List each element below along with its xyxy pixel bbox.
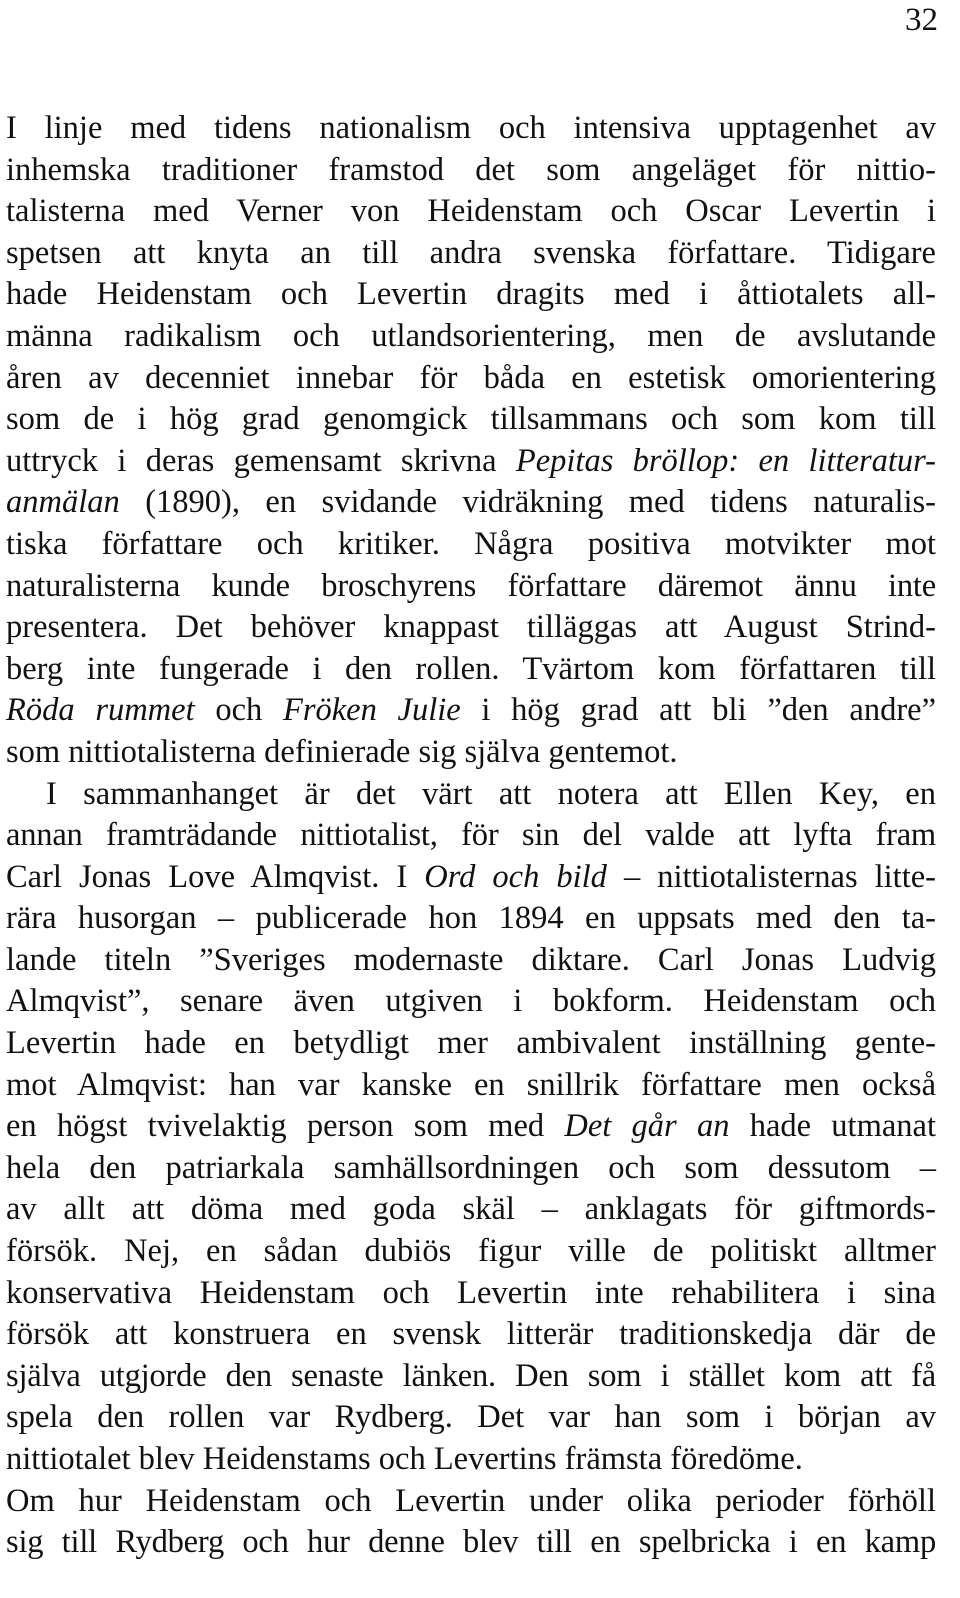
- text-line: Carl Jonas Love Almqvist. I Ord och bild – nittiotalisternas litte-: [6, 858, 936, 895]
- text-line: själva utgjorde den senaste länken. Den som i stället kom att få: [6, 1357, 936, 1394]
- page-body: [6, 108, 936, 1564]
- text-line: annan framträdande nittiotalist, för sin del valde att lyfta fram: [6, 817, 936, 854]
- text-line: hade Heidenstam och Levertin dragits med i åttiotalets all-: [6, 276, 936, 313]
- text-line: I linje med tidens nationalism och intensiva upptagenhet av: [6, 110, 936, 146]
- text-line: sig till Rydberg och hur denne blev till en spelbricka i en kamp: [6, 1524, 936, 1561]
- text-line: Om hur Heidenstam och Levertin under olika perioder förhöll: [6, 1482, 936, 1519]
- paragraph: [6, 108, 936, 774]
- text-line: anmälan (1890), en svidande vidräkning med tidens naturalis-: [6, 484, 936, 521]
- text-line: naturalisterna kunde broschyrens författare däremot ännu inte: [6, 567, 936, 604]
- text-line: tiska författare och kritiker. Några positiva motvikter mot: [6, 525, 936, 562]
- text-line: presentera. Det behöver knappast tilläggas att August Strind-: [6, 609, 936, 646]
- book-title: anmälan: [6, 484, 120, 521]
- text-line: försök. Nej, en sådan dubiös figur ville de politiskt alltmer: [6, 1233, 936, 1270]
- text-line: inhemska traditioner framstod det som angeläget för nittio-: [6, 151, 936, 188]
- text-line: konservativa Heidenstam och Levertin inte rehabilitera i sina: [6, 1274, 936, 1311]
- text-line: spela den rollen var Rydberg. Det var han som i början av: [6, 1399, 936, 1436]
- text-line: som nittiotalisterna definierade sig själva gentemot.: [6, 733, 678, 770]
- book-title: Det går an: [564, 1108, 730, 1145]
- text-line: mot Almqvist: han var kanske en snillrik författare men också: [6, 1066, 936, 1103]
- text-line: spetsen att knyta an till andra svenska författare. Tidigare: [6, 234, 936, 271]
- page-number: 32: [905, 2, 938, 38]
- book-title: Pepitas bröllop: en litteratur-: [515, 442, 936, 479]
- text-line: berg inte fungerade i den rollen. Tvärtom kom författaren till: [6, 650, 936, 687]
- text-line: som de i hög grad genomgick tillsammans och som kom till: [6, 401, 936, 438]
- text-line: Almqvist”, senare även utgiven i bokform. Heidenstam och: [6, 983, 936, 1020]
- paragraph: [6, 1481, 936, 1564]
- text-line: en högst tvivelaktig person som med Det går an hade utmanat: [6, 1108, 936, 1145]
- text-line: rära husorgan – publicerade hon 1894 en uppsats med den ta-: [6, 900, 936, 937]
- book-title: Röda rummet: [6, 692, 195, 729]
- journal-title: Ord och bild: [424, 858, 607, 895]
- text-line: hela den patriarkala samhällsordningen och som dessutom –: [6, 1149, 936, 1186]
- text-line: talisterna med Verner von Heidenstam och Oscar Levertin i: [6, 193, 936, 230]
- text-line: lande titeln ”Sveriges modernaste diktare. Carl Jonas Ludvig: [6, 941, 936, 978]
- text-line: Röda rummet och Fröken Julie i hög grad att bli ”den andre”: [6, 692, 936, 729]
- book-title: Fröken Julie: [282, 692, 461, 729]
- text-line: I sammanhanget är det värt att notera att Ellen Key, en: [46, 775, 936, 812]
- text-line: uttryck i deras gemensamt skrivna Pepitas bröllop: en litteratur-: [6, 442, 936, 479]
- text-line: av allt att döma med goda skäl – anklagats för giftmords-: [6, 1191, 936, 1228]
- text-line: Levertin hade en betydligt mer ambivalent inställning gente-: [6, 1025, 936, 1062]
- text-line: försök att konstruera en svensk litterär traditionskedja där de: [6, 1316, 936, 1353]
- paragraph: [6, 774, 936, 1481]
- text-line: åren av decenniet innebar för båda en estetisk omorientering: [6, 359, 936, 396]
- text-line: männa radikalism och utlandsorientering, men de avslutande: [6, 317, 936, 354]
- text-line: nittiotalet blev Heidenstams och Levertins främsta föredöme.: [6, 1441, 803, 1477]
